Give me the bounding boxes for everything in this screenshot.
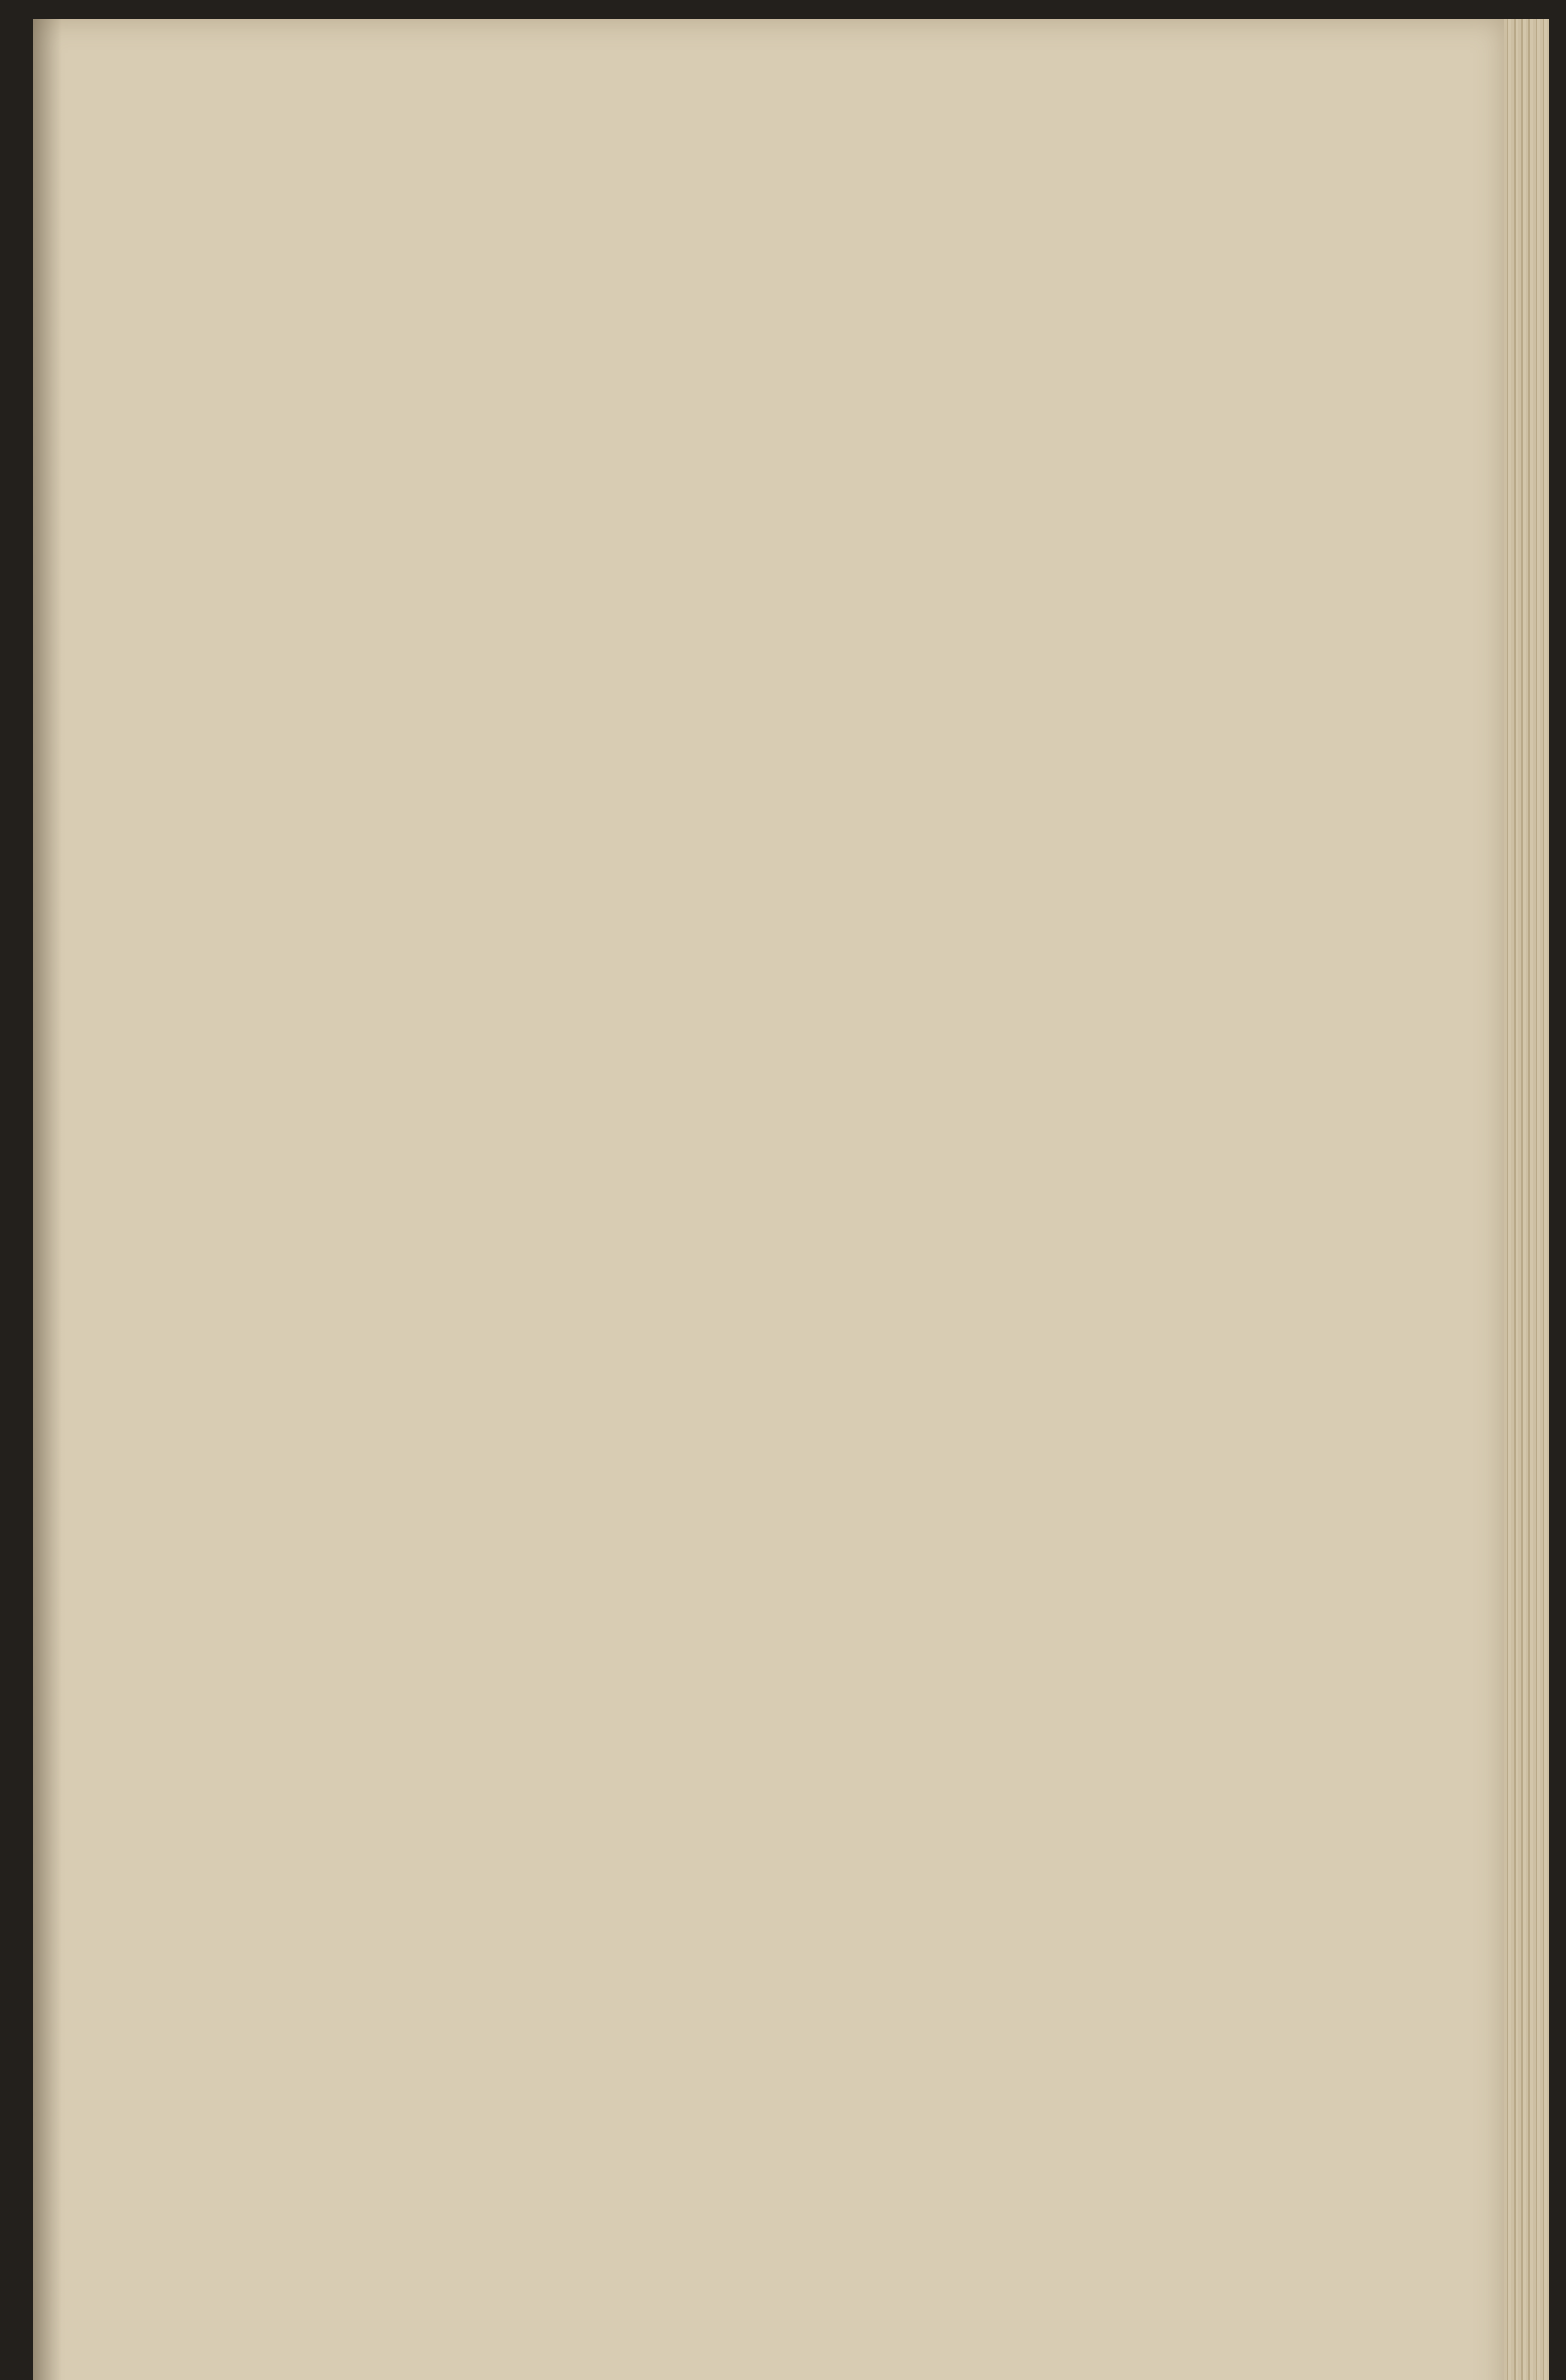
page-stack-edge-right [1504, 19, 1549, 2380]
binding-shadow [33, 19, 62, 2380]
document-page [33, 19, 1504, 2380]
